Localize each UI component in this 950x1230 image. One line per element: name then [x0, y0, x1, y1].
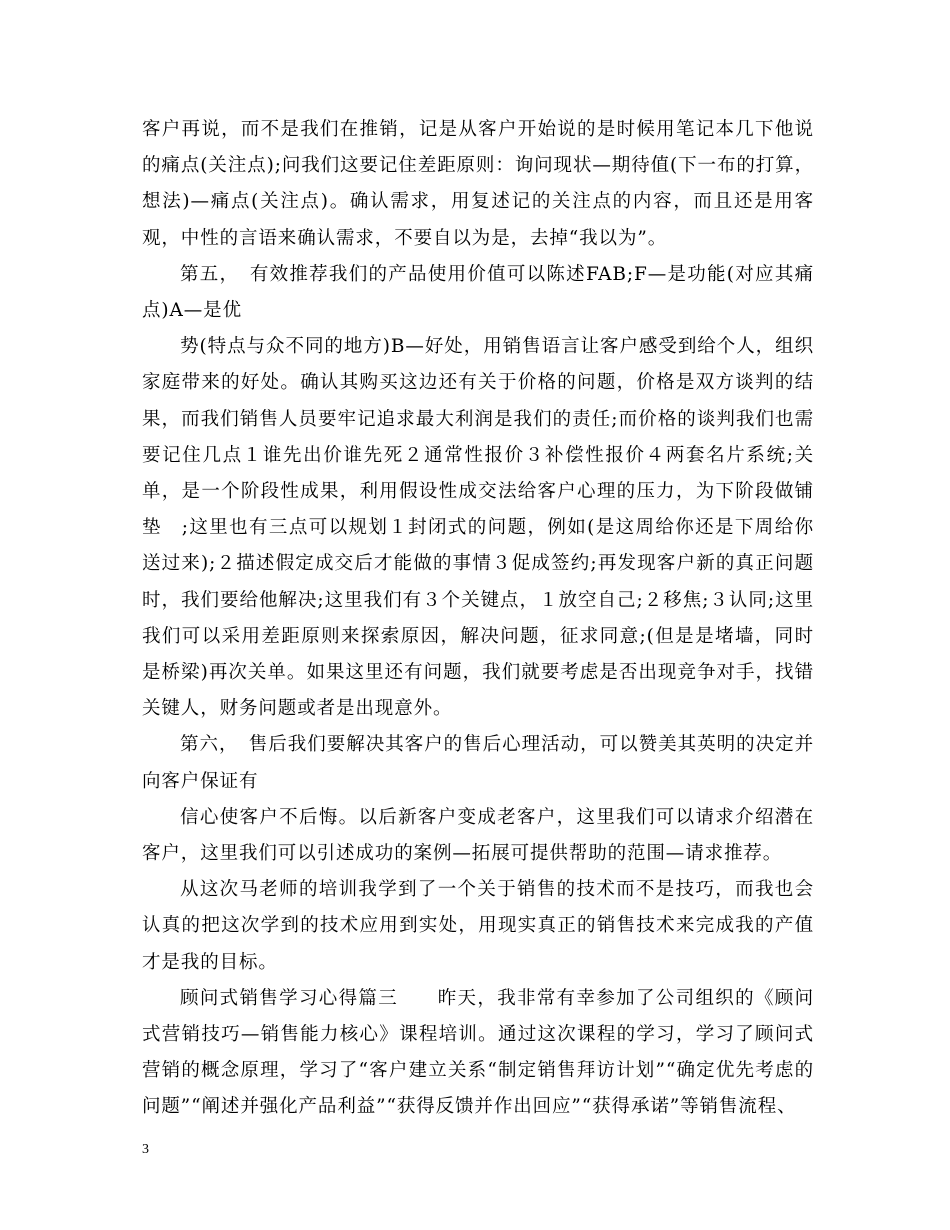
page-number: 3 — [142, 1142, 149, 1157]
document-body — [142, 112, 814, 1126]
paragraph-3: 势(特点与众不同的地方)B—好处，用销售语言让客户感受到给个人，组织家庭带来的好处。确认其购买这边还有关于价格的问题，价格是双方谈判的结果，而我们销售人员要牢记追求最大利润是我们的责任;而价格的谈判我们也需要记住几点１谁先出价谁先死２通常性报价３补偿性报价４两套名片系统;关单，是一个阶段性成果，利用假设性成交法给客户心理的压力，为下阶段做铺垫 ;这里也有三点可以规划１封闭式的问题，例如(是这周给你还是下周给你送过来);２描述假定成交后才能做的事情３促成签约;再发现客户新的真正问题时，我们要给他解决;这里我们有３个关键点，１放空自己;２移焦;３认同;这里我们可以采用差距原则来探索原因，解决问题，征求同意;(但是是堵墙，同时是桥梁)再次关单。如果这里还有问题，我们就要考虑是否出现竞争对手，找错关键人，财务问题或者是出现意外。 — [142, 336, 814, 720]
paragraph-1: 客户再说，而不是我们在推销，记是从客户开始说的是时候用笔记本几下他说的痛点(关注点);问我们这要记住差距原则：询问现状—期待值(下一布的打算，想法)—痛点(关注点)。确认需求，用复述记的关注点的内容，而且还是用客观，中性的言语来确认需求，不要自以为是，去掉“我以为”。 — [142, 119, 814, 249]
paragraph-5: 信心使客户不后悔。以后新客户变成老客户，这里我们可以请求介绍潜在客户，这里我们可以引述成功的案例—拓展可提供帮助的范围—请求推荐。 — [142, 806, 814, 865]
paragraph-4: 第六， 售后我们要解决其客户的售后心理活动，可以赞美其英明的决定并向客户保证有 — [142, 734, 814, 792]
paragraph-6: 从这次马老师的培训我学到了一个关于销售的技术而不是技巧，而我也会认真的把这次学到的技术应用到实处，用现实真正的销售技术来完成我的产值才是我的目标。 — [142, 879, 814, 973]
paragraph-7: 顾问式销售学习心得篇三 昨天，我非常有幸参加了公司组织的《顾问式营销技巧—销售能力核心》课程培训。通过这次课程的学习，学习了顾问式营销的概念原理，学习了“客户建立关系“制定销售拜访计划”“确定优先考虑的问题”“阐述并强化产品利益”“获得反馈并作出回应”“获得承诺”等销售流程、 — [142, 987, 814, 1118]
paragraph-2: 第五， 有效推荐我们的产品使用价值可以陈述FAB;F—是功能(对应其痛点)A—是优 — [142, 263, 814, 322]
